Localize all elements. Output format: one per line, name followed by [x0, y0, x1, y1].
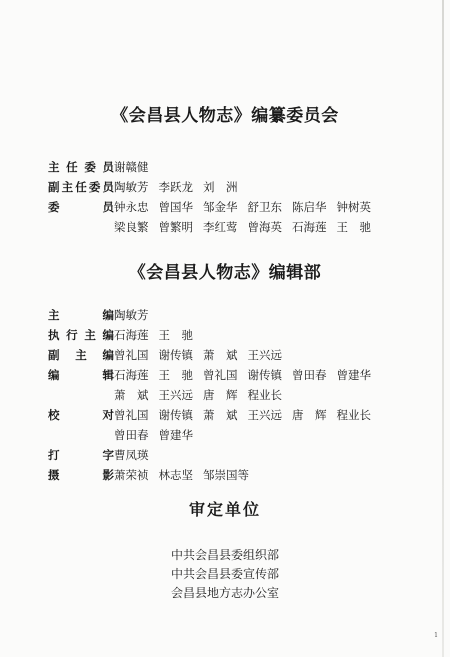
editorial-roster: [48, 305, 420, 485]
names-list: [114, 445, 404, 465]
person-name: 曾礼国: [114, 348, 149, 362]
person-name: 林志坚: [158, 468, 193, 482]
person-name: 邹崇国等: [203, 468, 249, 482]
names-list: [114, 365, 404, 405]
person-name: 唐 辉: [292, 408, 327, 422]
review-units: [0, 546, 450, 603]
role-label: 校 对: [48, 408, 114, 422]
committee-title: 《会昌县人物志》编纂委员会: [111, 106, 339, 126]
person-name: 程业长: [336, 408, 371, 422]
person-name: 王 驰: [158, 368, 193, 382]
person-name: 萧 斌: [203, 348, 238, 362]
names-list: [114, 325, 404, 345]
role-label: 副 主 编: [48, 348, 114, 362]
role-label: 执 行 主 编: [48, 328, 114, 342]
person-name: 曾礼国: [203, 368, 238, 382]
person-name: 谢赣健: [114, 160, 149, 174]
role-label: 摄 影: [48, 468, 114, 482]
roster-row: [48, 177, 420, 197]
person-name: 舒卫东: [247, 200, 282, 214]
review-unit: 中共会昌县委宣传部: [170, 567, 279, 581]
role-label: 打 字: [48, 448, 114, 462]
role-label: 主 编: [48, 308, 114, 322]
roster-row: [48, 445, 420, 465]
person-name: 曾国华: [158, 200, 193, 214]
committee-roster: [48, 157, 420, 237]
person-name: 曾繁明: [158, 220, 193, 234]
role-label: 委 员: [48, 200, 114, 214]
person-name: 谢传镇: [247, 368, 282, 382]
review-unit: 中共会昌县委组织部: [170, 548, 279, 562]
role-label: 主 任 委 员: [48, 160, 114, 174]
review-title: 审定单位: [188, 500, 261, 519]
person-name: 程业长: [247, 388, 282, 402]
person-name: 李红莺: [203, 220, 238, 234]
role-label: 副 主 任 委 员: [48, 180, 114, 194]
person-name: 曾建华: [336, 368, 371, 382]
roster-row: [48, 345, 420, 365]
person-name: 石海莲: [292, 220, 327, 234]
person-name: 谢传镇: [158, 348, 193, 362]
roster-row: [48, 197, 420, 237]
names-list: [114, 305, 404, 325]
person-name: 李跃龙: [158, 180, 193, 194]
person-name: 王兴远: [158, 388, 193, 402]
review-unit: 会昌县地方志办公室: [170, 586, 279, 600]
names-list: [114, 177, 394, 197]
person-name: 萧荣祯: [114, 468, 149, 482]
person-name: 曾海英: [247, 220, 282, 234]
person-name: 萧 斌: [114, 388, 149, 402]
role-label: 编 辑: [48, 368, 114, 382]
roster-row: [48, 305, 420, 325]
person-name: 石海莲: [114, 328, 149, 342]
person-name: 王兴远: [247, 348, 282, 362]
person-name: 王兴远: [247, 408, 282, 422]
person-name: 刘 洲: [203, 180, 238, 194]
roster-row: [48, 325, 420, 345]
person-name: 曾建华: [158, 428, 193, 442]
roster-row: [48, 405, 420, 445]
names-list: [114, 197, 394, 237]
names-list: [114, 345, 404, 365]
person-name: 陶敏芳: [114, 308, 149, 322]
person-name: 钟树英: [336, 200, 371, 214]
person-name: 王 驰: [158, 328, 193, 342]
page-number: 1: [434, 632, 438, 639]
editorial-title: 《会昌县人物志》编辑部: [128, 263, 322, 283]
names-list: [114, 405, 404, 445]
person-name: 梁良繁: [114, 220, 149, 234]
roster-row: [48, 465, 420, 485]
person-name: 陶敏芳: [114, 180, 149, 194]
names-list: [114, 157, 394, 177]
person-name: 曹凤瑛: [114, 448, 149, 462]
person-name: 曾田春: [292, 368, 327, 382]
person-name: 曾礼国: [114, 408, 149, 422]
person-name: 邹金华: [203, 200, 238, 214]
person-name: 钟永忠: [114, 200, 149, 214]
person-name: 石海莲: [114, 368, 149, 382]
person-name: 陈启华: [292, 200, 327, 214]
roster-row: [48, 365, 420, 405]
names-list: [114, 465, 404, 485]
person-name: 王 驰: [336, 220, 371, 234]
roster-row: [48, 157, 420, 177]
person-name: 唐 辉: [203, 388, 238, 402]
person-name: 萧 斌: [203, 408, 238, 422]
person-name: 曾田春: [114, 428, 149, 442]
person-name: 谢传镇: [158, 408, 193, 422]
